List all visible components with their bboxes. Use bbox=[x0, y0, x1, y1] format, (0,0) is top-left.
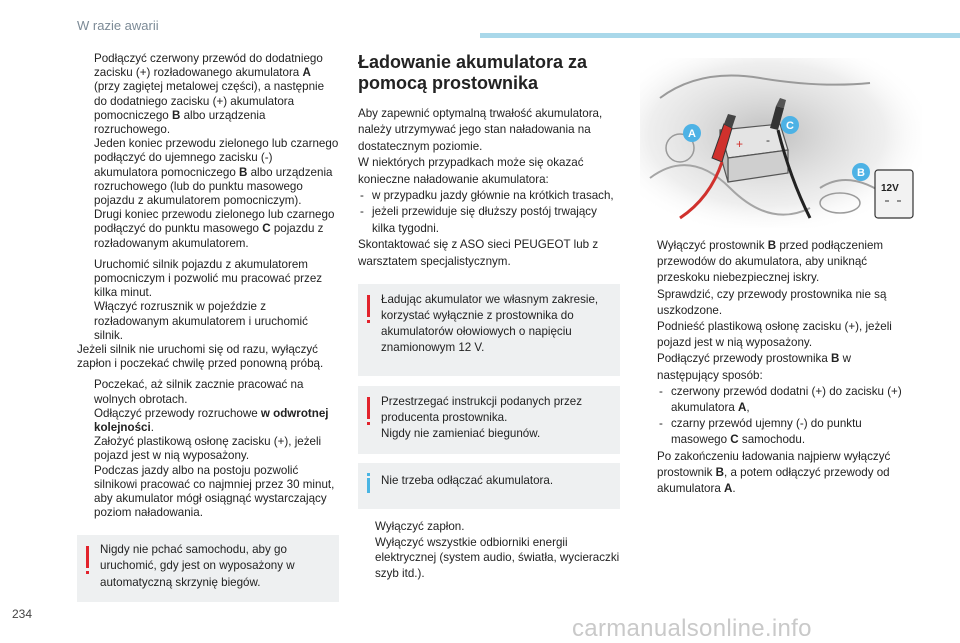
svg-text:B: B bbox=[857, 167, 865, 179]
dash-item: - w przypadku jazdy głównie na krótkich trasach, bbox=[360, 189, 614, 203]
info-box-no-disconnect: Nie trzeba odłączać akumulatora. bbox=[358, 463, 620, 509]
list-item: Sprawdzić, czy przewody prostownika nie są uszkodzone. bbox=[657, 287, 887, 317]
list-item: Po zakończeniu ładowania najpierw wyłączyć prostownik B, a potem odłączyć przewody od akumulatora A. bbox=[657, 449, 891, 496]
label-a-badge bbox=[683, 124, 701, 142]
intro-text: Aby zapewnić optymalną trwałość akumulatora, należy utrzymywać jego stan naładowania na dostatecznym poziomie. W niektórych przypadkach może się okazać konieczne naładowanie akumulatora: - w przypadku jazdy głównie na krótkich trasach, - jeżeli przewiduje się dłuższy postój trwający kilka tygodni. Skontaktować się z ASO sieci PEUGEOT lub z warsztatem specjalistycznym. bbox=[358, 106, 620, 270]
svg-text:A: A bbox=[688, 128, 696, 140]
label-c-badge bbox=[781, 116, 799, 134]
list-item: Drugi koniec przewodu zielonego lub czarnego podłączyć do punktu masowego C pojazdu z rozładowanym akumulatorem. bbox=[94, 208, 335, 250]
list-item: Podnieść plastikową osłonę zacisku (+), jeżeli pojazd jest w nią wyposażony. bbox=[657, 320, 892, 350]
section-title: Ładowanie akumulatora za pomocą prostownika bbox=[358, 52, 588, 93]
warning-icon bbox=[86, 546, 89, 568]
list-item: Wyłączyć zapłon. bbox=[375, 520, 465, 534]
warning-icon bbox=[367, 397, 370, 419]
list-item: Wyłączyć wszystkie odbiorniki energii elektrycznej (system audio, światła, wycieraczki szyb itd.). bbox=[375, 535, 620, 580]
warning-box-polarity: Przestrzegać instrukcji podanych przez producenta prostownika. Nigdy nie zamieniać biegunów. bbox=[358, 386, 620, 454]
list-item: Wyłączyć prostownik B przed podłączeniem przewodów do akumulatora, aby uniknąć przeskoku niebezpiecznej iskry. bbox=[657, 239, 884, 285]
watermark: carmanualsonline.info bbox=[572, 615, 812, 642]
dash-item: - czarny przewód ujemny (-) do punktu masowego C samochodu. bbox=[659, 417, 862, 447]
retry-note: Jeżeli silnik nie uruchomi się od razu, wyłączyć zapłon i poczekać chwilę przed ponowną próbą. bbox=[77, 343, 324, 371]
list-item: Podłączyć czerwony przewód do dodatniego zacisku (+) rozładowanego akumulatora A (przy zagiętej metalowej części), a następnie do dodatniego zacisku (+) akumulatora pomocniczego B albo urządzenia rozruchowego. bbox=[94, 52, 325, 137]
dash-item: - czerwony przewód dodatni (+) do zacisku (+) akumulatora A, bbox=[659, 384, 902, 415]
page-number: 234 bbox=[12, 607, 33, 621]
list-item: Założyć plastikową osłonę zacisku (+), jeżeli pojazd jest w nią wyposażony. bbox=[94, 435, 322, 463]
list-item: Odłączyć przewody rozruchowe w odwrotnej kolejności. bbox=[94, 406, 329, 435]
list-group-prep bbox=[358, 519, 620, 581]
charger-icon bbox=[875, 170, 913, 218]
list-item: Uruchomić silnik pojazdu z akumulatorem pomocniczym i pozwolić mu pracować przez kilka minut. bbox=[94, 257, 323, 300]
header-accent-bar bbox=[480, 33, 960, 38]
list-item: Jeden koniec przewodu zielonego lub czarnego podłączyć do ujemnego zacisku (-) akumulatora pomocniczego B albo urządzenia rozruchowego (lub do punktu masowego pojazdu z akumulatorem pomocniczym). bbox=[94, 137, 339, 208]
list-item: Podłączyć przewody prostownika B w następujący sposób: - czerwony przewód dodatni (+) do zacisku (+) akumulatora A, - czarny przewód ujemny (-) do punktu masowego C samochodu. bbox=[640, 351, 906, 448]
dash-item: - jeżeli przewiduje się dłuższy postój trwający kilka tygodni. bbox=[360, 205, 597, 235]
engine-bay-drawing bbox=[640, 58, 922, 228]
section-header: W razie awarii bbox=[77, 18, 159, 33]
svg-text:+: + bbox=[736, 137, 744, 151]
battery-charger-illustration bbox=[640, 58, 922, 228]
list-group-3 bbox=[77, 378, 339, 520]
info-icon bbox=[367, 478, 370, 493]
label-b-badge bbox=[852, 163, 870, 181]
column-left bbox=[77, 52, 339, 602]
list-item: Podczas jazdy albo na postoju pozwolić silnikowi pracować co najmniej przez 30 minut, aby akumulator mógł osiągnąć wystarczający poziom naładowania. bbox=[94, 463, 335, 520]
list-group-1 bbox=[77, 52, 339, 251]
column-right bbox=[640, 238, 906, 497]
warning-icon bbox=[367, 295, 370, 317]
warning-box-charger-type: Ładując akumulator we własnym zakresie, korzystać wyłącznie z prostownika do akumulatorów ołowiowych o napięciu znamionowym 12 V. bbox=[358, 284, 620, 376]
list-item: Włączyć rozrusznik w pojeździe z rozładowanym akumulatorem i uruchomić silnik. bbox=[94, 300, 308, 342]
svg-text:C: C bbox=[786, 120, 794, 132]
list-item: Poczekać, aż silnik zacznie pracować na wolnych obrotach. bbox=[94, 378, 304, 406]
svg-text:-: - bbox=[766, 133, 770, 147]
svg-text:12V: 12V bbox=[881, 183, 899, 194]
column-middle bbox=[358, 52, 620, 581]
warning-box-no-push-start: Nigdy nie pchać samochodu, aby go uruchomić, gdy jest on wyposażony w automatyczną skrzynię biegów. bbox=[77, 535, 339, 603]
list-group-2 bbox=[77, 258, 339, 372]
